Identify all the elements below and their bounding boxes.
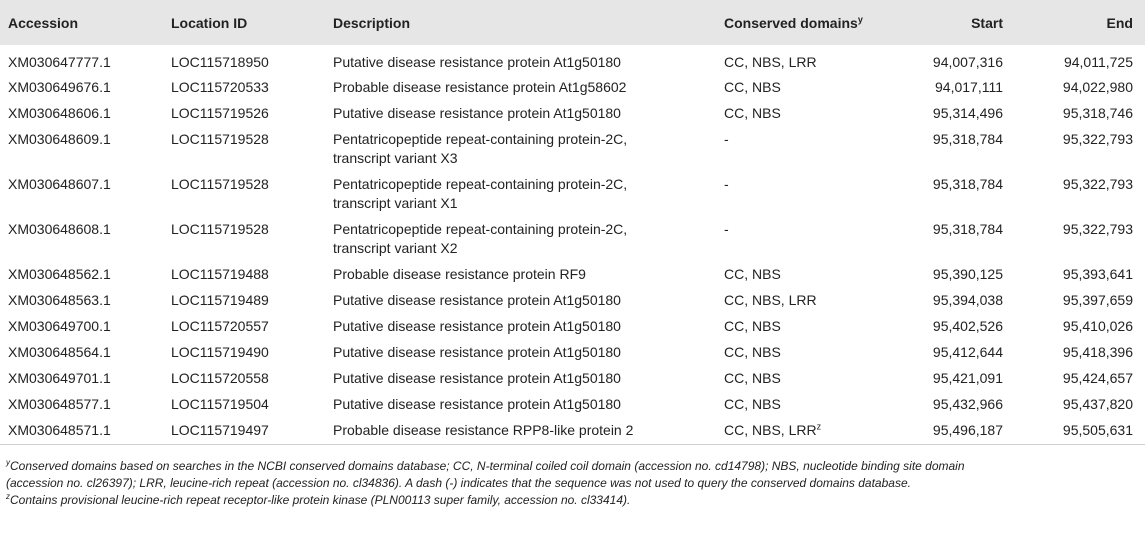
domains-text: CC, NBS, LRR [724, 54, 817, 70]
cell-location-id: LOC115720558 [171, 370, 269, 386]
domains-text: CC, NBS [724, 79, 781, 95]
domains-text: CC, NBS [724, 105, 781, 121]
cell-description [325, 392, 716, 418]
description-line: Putative disease resistance protein At1g50180 [333, 105, 621, 121]
footnote-y [0, 458, 1140, 475]
description-line: Probable disease resistance RPP8-like protein 2 [333, 422, 634, 438]
cell-end: 95,410,026 [1062, 318, 1133, 334]
table-row [0, 217, 1145, 262]
cell-start: 95,318,784 [932, 176, 1003, 192]
description-line: Pentatricopeptide repeat-containing protein-2C, [333, 221, 628, 237]
cell-accession: XM030648609.1 [8, 131, 111, 147]
cell-end: 95,322,793 [1062, 221, 1133, 237]
cell-location-id: LOC115719528 [171, 221, 269, 237]
cell-accession: XM030648577.1 [8, 396, 111, 412]
cell-end: 94,022,980 [1062, 79, 1133, 95]
domains-text: CC, NBS [724, 344, 781, 360]
footnote-y-line1: Conserved domains based on searches in the NCBI conserved domains database; CC, N-terminal coiled coil domain (accession no. cd14798); NBS, nucleotide binding site domain [10, 459, 965, 473]
footnote-y-line2: (accession no. cl26397); LRR, leucine-rich repeat (accession no. cl34836). A dash (-) indicates that the sequence was not used to query the conserved domains database. [6, 476, 911, 490]
description-line: Pentatricopeptide repeat-containing protein-2C, [333, 131, 628, 147]
cell-domains [716, 172, 894, 217]
cell-location-id: LOC115718950 [171, 54, 269, 70]
cell-start: 95,496,187 [894, 418, 1027, 444]
cell-end: 95,318,746 [1062, 105, 1133, 121]
table-header-row [0, 0, 1145, 45]
domains-text: CC, NBS [724, 396, 781, 412]
cell-location-id: LOC115719488 [171, 266, 269, 282]
footnote-y-mark: y [6, 458, 10, 467]
cell-description [325, 45, 716, 75]
cell-description [325, 366, 716, 392]
cell-end: 95,437,820 [1062, 396, 1133, 412]
cell-end: 95,393,641 [1062, 266, 1133, 282]
description-line: Putative disease resistance protein At1g50180 [333, 396, 621, 412]
cell-accession: XM030649676.1 [8, 79, 111, 95]
description-line: Putative disease resistance protein At1g50180 [333, 318, 621, 334]
cell-start: 95,318,784 [932, 131, 1003, 147]
cell-accession: XM030648563.1 [8, 292, 111, 308]
cell-description [325, 75, 716, 101]
cell-end: 95,418,396 [1062, 344, 1133, 360]
cell-end: 95,505,631 [1027, 418, 1145, 444]
cell-domains [716, 75, 894, 101]
description-line: Probable disease resistance protein RF9 [333, 266, 586, 282]
cell-description [325, 418, 716, 444]
cell-start: 95,314,496 [932, 105, 1003, 121]
cell-domains [716, 101, 894, 127]
cell-end: 95,322,793 [1062, 176, 1133, 192]
cell-start: 95,432,966 [932, 396, 1003, 412]
cell-location-id: LOC115720533 [171, 79, 269, 95]
footnote-z-line: Contains provisional leucine-rich repeat receptor-like protein kinase (PLN00113 super family, accession no. cl33414). [10, 493, 631, 507]
table-row [0, 45, 1145, 75]
cell-domains [716, 288, 894, 314]
description-line-2: transcript variant X2 [333, 240, 458, 256]
footnote-mark-z: z [816, 421, 822, 432]
description-line-2: transcript variant X3 [333, 150, 458, 166]
header-end: End [1106, 14, 1133, 31]
domains-text: - [724, 176, 729, 192]
table-row [0, 172, 1145, 217]
table-row [0, 392, 1145, 418]
cell-start: 95,318,784 [932, 221, 1003, 237]
cell-domains [716, 45, 894, 75]
cell-location-id: LOC115719526 [171, 105, 269, 121]
cell-description [325, 172, 716, 217]
cell-start: 94,007,316 [932, 54, 1003, 70]
description-line: Putative disease resistance protein At1g50180 [333, 370, 621, 386]
description-line: Putative disease resistance protein At1g50180 [333, 344, 621, 360]
cell-start: 95,390,125 [932, 266, 1003, 282]
cell-location-id: LOC115719504 [171, 396, 269, 412]
domains-text: - [724, 131, 729, 147]
domains-text: CC, NBS [724, 318, 781, 334]
cell-accession: XM030649700.1 [8, 318, 111, 334]
table-row [0, 418, 1145, 444]
cell-domains [716, 392, 894, 418]
cell-domains [716, 262, 894, 288]
table-row [0, 366, 1145, 392]
cell-start: 94,017,111 [935, 79, 1003, 95]
footnote-y-cont [0, 475, 1140, 492]
cell-location-id: LOC115719490 [171, 344, 269, 360]
cell-start: 95,412,644 [932, 344, 1003, 360]
header-conserved-domains-label: Conserved domains [724, 14, 858, 31]
cell-end: 95,397,659 [1062, 292, 1133, 308]
table-row [0, 75, 1145, 101]
cell-end: 95,424,657 [1062, 370, 1133, 386]
description-line-2: transcript variant X1 [333, 195, 458, 211]
table-footnotes [0, 458, 1140, 509]
cell-end: 95,322,793 [1062, 131, 1133, 147]
cell-description [325, 340, 716, 366]
cell-accession: XM030648607.1 [8, 176, 111, 192]
cell-description [325, 101, 716, 127]
cell-accession: XM030649701.1 [8, 370, 111, 386]
cell-description [325, 127, 716, 172]
cell-location-id: LOC115719528 [171, 176, 269, 192]
cell-domains [716, 314, 894, 340]
table-row [0, 262, 1145, 288]
cell-domains [716, 127, 894, 172]
domains-text: CC, NBS, LRR [724, 292, 817, 308]
cell-location-id: LOC115720557 [171, 318, 269, 334]
domains-text: CC, NBS [724, 370, 781, 386]
cell-location-id: LOC115719489 [171, 292, 269, 308]
description-line: Pentatricopeptide repeat-containing protein-2C, [333, 176, 628, 192]
description-line: Putative disease resistance protein At1g50180 [333, 292, 621, 308]
cell-accession: XM030648608.1 [8, 221, 111, 237]
cell-domains [716, 418, 894, 444]
cell-description [325, 288, 716, 314]
description-line: Putative disease resistance protein At1g50180 [333, 54, 621, 70]
cell-start: 95,394,038 [932, 292, 1003, 308]
header-conserved-domains [716, 0, 894, 45]
cell-domains [716, 340, 894, 366]
footnote-z [0, 492, 1140, 509]
table-row [0, 101, 1145, 127]
cell-accession: XM030648562.1 [8, 266, 111, 282]
cell-accession: XM030647777.1 [8, 54, 111, 70]
cell-domains [716, 217, 894, 262]
table-row [0, 288, 1145, 314]
domains-text: CC, NBS [724, 266, 781, 282]
table-row [0, 127, 1145, 172]
cell-accession: XM030648606.1 [8, 105, 111, 121]
description-line: Probable disease resistance protein At1g58602 [333, 79, 627, 95]
cell-location-id: LOC115719528 [171, 131, 269, 147]
header-location-id: Location ID [171, 14, 248, 31]
cell-start: 95,402,526 [932, 318, 1003, 334]
domains-text: - [724, 221, 729, 237]
cell-location-id: LOC115719497 [163, 418, 325, 444]
footnote-mark-y: y [857, 13, 863, 24]
header-start: Start [971, 14, 1003, 31]
cell-accession: XM030648571.1 [0, 418, 163, 444]
header-description: Description [333, 14, 411, 31]
cell-start: 95,421,091 [932, 370, 1003, 386]
table-row [0, 314, 1145, 340]
cell-end: 94,011,725 [1063, 54, 1133, 70]
table-row [0, 340, 1145, 366]
header-accession: Accession [8, 14, 79, 31]
cell-domains [716, 366, 894, 392]
cell-description [325, 217, 716, 262]
cell-accession: XM030648564.1 [8, 344, 111, 360]
domains-text: CC, NBS, LRR [724, 422, 817, 438]
cell-description [325, 262, 716, 288]
cell-description [325, 314, 716, 340]
footnote-z-mark: z [6, 492, 10, 501]
